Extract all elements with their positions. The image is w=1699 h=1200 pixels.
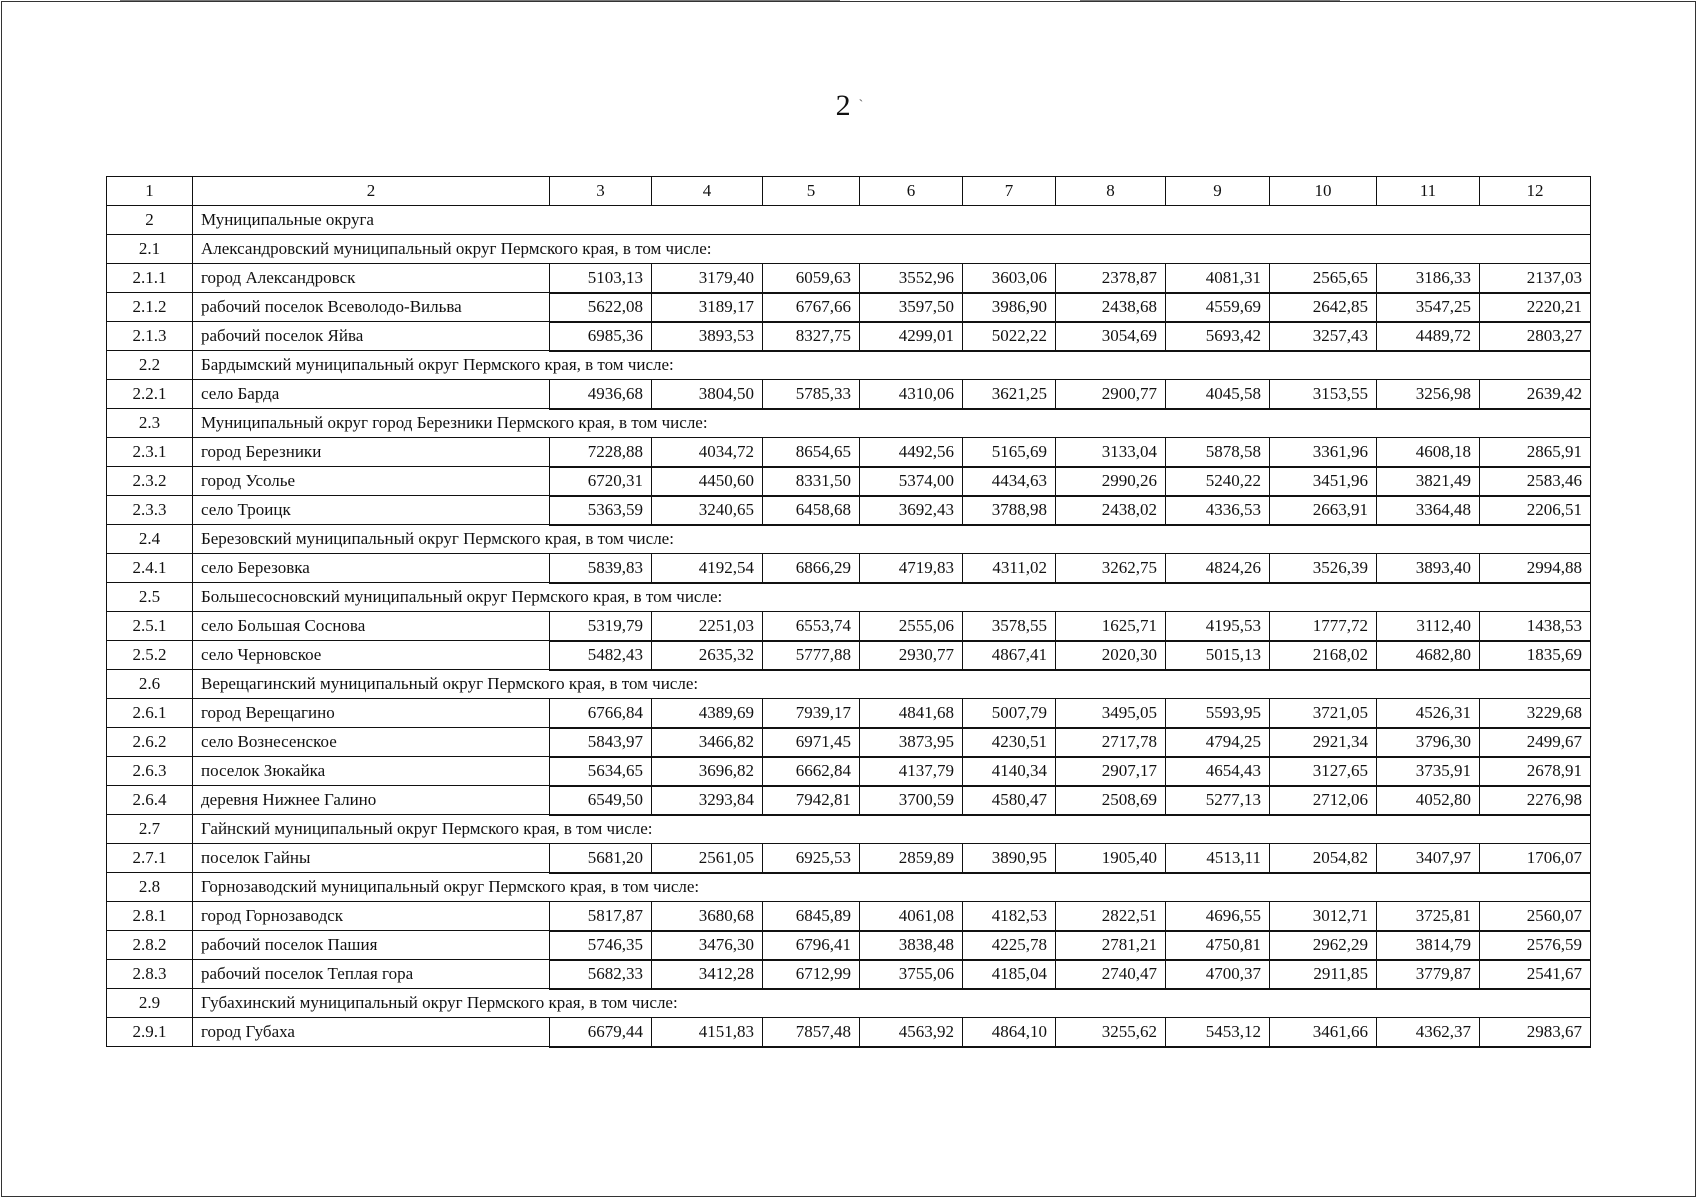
tariff-table [106, 176, 1591, 1048]
value-cell: 6712,99 [763, 960, 860, 989]
value-cell: 3495,05 [1056, 699, 1166, 728]
value-cell: 4794,25 [1166, 728, 1270, 757]
value-cell: 1777,72 [1270, 612, 1377, 641]
group-row [107, 351, 1591, 380]
value-cell: 4841,68 [860, 699, 963, 728]
row-number: 2.9 [107, 989, 193, 1018]
value-cell: 3893,40 [1377, 554, 1480, 583]
value-cell: 3293,84 [652, 786, 763, 815]
value-cell: 3578,55 [963, 612, 1056, 641]
value-cell: 2378,87 [1056, 264, 1166, 293]
value-cell: 4081,31 [1166, 264, 1270, 293]
row-number: 2.8.2 [107, 931, 193, 960]
value-cell: 2020,30 [1056, 641, 1166, 670]
value-cell: 2576,59 [1480, 931, 1591, 960]
value-cell: 5682,33 [550, 960, 652, 989]
settlement-name: рабочий поселок Яйва [193, 322, 550, 351]
value-cell: 3189,17 [652, 293, 763, 322]
value-cell: 5777,88 [763, 641, 860, 670]
settlement-name: город Верещагино [193, 699, 550, 728]
value-cell: 4434,63 [963, 467, 1056, 496]
settlement-name: город Александровск [193, 264, 550, 293]
value-cell: 5277,13 [1166, 786, 1270, 815]
value-cell: 2822,51 [1056, 902, 1166, 931]
value-cell: 4559,69 [1166, 293, 1270, 322]
row-number: 2.4.1 [107, 554, 193, 583]
value-cell: 4137,79 [860, 757, 963, 786]
group-title: Бардымский муниципальный округ Пермского края, в том числе: [193, 351, 1591, 380]
value-cell: 1625,71 [1056, 612, 1166, 641]
value-cell: 3255,62 [1056, 1018, 1166, 1047]
value-cell: 2994,88 [1480, 554, 1591, 583]
page-number [0, 86, 1699, 126]
settlement-name: город Березники [193, 438, 550, 467]
value-cell: 2921,34 [1270, 728, 1377, 757]
group-title: Муниципальные округа [193, 206, 1591, 235]
value-cell: 6059,63 [763, 264, 860, 293]
value-cell: 7939,17 [763, 699, 860, 728]
value-cell: 6925,53 [763, 844, 860, 873]
row-number: 2.8.1 [107, 902, 193, 931]
value-cell: 5453,12 [1166, 1018, 1270, 1047]
value-cell: 6766,84 [550, 699, 652, 728]
value-cell: 5746,35 [550, 931, 652, 960]
value-cell: 5482,43 [550, 641, 652, 670]
value-cell: 2220,21 [1480, 293, 1591, 322]
value-cell: 4192,54 [652, 554, 763, 583]
value-cell: 6549,50 [550, 786, 652, 815]
value-cell: 4061,08 [860, 902, 963, 931]
row-number: 2.8 [107, 873, 193, 902]
value-cell: 6720,31 [550, 467, 652, 496]
value-cell: 5374,00 [860, 467, 963, 496]
row-number: 2.7 [107, 815, 193, 844]
value-cell: 4045,58 [1166, 380, 1270, 409]
value-cell: 5839,83 [550, 554, 652, 583]
value-cell: 3890,95 [963, 844, 1056, 873]
value-cell: 3700,59 [860, 786, 963, 815]
value-cell: 2803,27 [1480, 322, 1591, 351]
value-cell: 3804,50 [652, 380, 763, 409]
value-cell: 1835,69 [1480, 641, 1591, 670]
value-cell: 2678,91 [1480, 757, 1591, 786]
settlement-name: рабочий поселок Пашия [193, 931, 550, 960]
header-cell: 11 [1377, 177, 1480, 206]
settlement-name: город Усолье [193, 467, 550, 496]
value-cell: 2990,26 [1056, 467, 1166, 496]
value-cell: 2781,21 [1056, 931, 1166, 960]
value-cell: 3054,69 [1056, 322, 1166, 351]
row-number: 2.6 [107, 670, 193, 699]
settlement-name: село Троицк [193, 496, 550, 525]
value-cell: 5103,13 [550, 264, 652, 293]
header-cell: 12 [1480, 177, 1591, 206]
value-cell: 7857,48 [763, 1018, 860, 1047]
value-cell: 3873,95 [860, 728, 963, 757]
value-cell: 3603,06 [963, 264, 1056, 293]
value-cell: 2560,07 [1480, 902, 1591, 931]
value-cell: 4654,43 [1166, 757, 1270, 786]
value-cell: 3755,06 [860, 960, 963, 989]
value-cell: 4719,83 [860, 554, 963, 583]
value-cell: 4867,41 [963, 641, 1056, 670]
value-cell: 7942,81 [763, 786, 860, 815]
value-cell: 4696,55 [1166, 902, 1270, 931]
value-cell: 4492,56 [860, 438, 963, 467]
table-row [107, 902, 1591, 931]
value-cell: 4034,72 [652, 438, 763, 467]
group-title: Гайнский муниципальный округ Пермского края, в том числе: [193, 815, 1591, 844]
table-row [107, 844, 1591, 873]
value-cell: 4750,81 [1166, 931, 1270, 960]
value-cell: 4311,02 [963, 554, 1056, 583]
row-number: 2.2 [107, 351, 193, 380]
value-cell: 6971,45 [763, 728, 860, 757]
value-cell: 2508,69 [1056, 786, 1166, 815]
header-cell: 4 [652, 177, 763, 206]
value-cell: 2663,91 [1270, 496, 1377, 525]
value-cell: 2635,32 [652, 641, 763, 670]
row-number: 2.6.2 [107, 728, 193, 757]
value-cell: 3779,87 [1377, 960, 1480, 989]
value-cell: 2137,03 [1480, 264, 1591, 293]
header-row [107, 177, 1591, 206]
value-cell: 5319,79 [550, 612, 652, 641]
value-cell: 5681,20 [550, 844, 652, 873]
value-cell: 5843,97 [550, 728, 652, 757]
value-cell: 4824,26 [1166, 554, 1270, 583]
value-cell: 3893,53 [652, 322, 763, 351]
settlement-name: село Большая Соснова [193, 612, 550, 641]
settlement-name: село Березовка [193, 554, 550, 583]
table-row [107, 467, 1591, 496]
table-row [107, 496, 1591, 525]
value-cell: 2911,85 [1270, 960, 1377, 989]
row-number: 2.5.2 [107, 641, 193, 670]
table-row [107, 757, 1591, 786]
row-number: 2.6.1 [107, 699, 193, 728]
table-row [107, 322, 1591, 351]
value-cell: 3361,96 [1270, 438, 1377, 467]
value-cell: 5817,87 [550, 902, 652, 931]
value-cell: 2499,67 [1480, 728, 1591, 757]
table-row [107, 264, 1591, 293]
value-cell: 3229,68 [1480, 699, 1591, 728]
settlement-name: село Вознесенское [193, 728, 550, 757]
value-cell: 4864,10 [963, 1018, 1056, 1047]
group-row [107, 873, 1591, 902]
value-cell: 3796,30 [1377, 728, 1480, 757]
value-cell: 5593,95 [1166, 699, 1270, 728]
value-cell: 3986,90 [963, 293, 1056, 322]
value-cell: 3680,68 [652, 902, 763, 931]
value-cell: 3240,65 [652, 496, 763, 525]
table-row [107, 438, 1591, 467]
value-cell: 3262,75 [1056, 554, 1166, 583]
header-cell: 2 [193, 177, 550, 206]
value-cell: 5693,42 [1166, 322, 1270, 351]
value-cell: 2639,42 [1480, 380, 1591, 409]
table-row [107, 1018, 1591, 1047]
row-number: 2.6.4 [107, 786, 193, 815]
table-body [107, 177, 1591, 1047]
value-cell: 3466,82 [652, 728, 763, 757]
settlement-name: поселок Зюкайка [193, 757, 550, 786]
row-number: 2.7.1 [107, 844, 193, 873]
table-row [107, 786, 1591, 815]
value-cell: 3547,25 [1377, 293, 1480, 322]
value-cell: 3597,50 [860, 293, 963, 322]
table-row [107, 931, 1591, 960]
group-row [107, 583, 1591, 612]
value-cell: 2206,51 [1480, 496, 1591, 525]
value-cell: 4563,92 [860, 1018, 963, 1047]
value-cell: 5015,13 [1166, 641, 1270, 670]
value-cell: 2907,17 [1056, 757, 1166, 786]
value-cell: 3407,97 [1377, 844, 1480, 873]
value-cell: 2717,78 [1056, 728, 1166, 757]
table-row [107, 612, 1591, 641]
row-number: 2.9.1 [107, 1018, 193, 1047]
value-cell: 4185,04 [963, 960, 1056, 989]
header-cell: 1 [107, 177, 193, 206]
value-cell: 3153,55 [1270, 380, 1377, 409]
table-row [107, 380, 1591, 409]
header-cell: 10 [1270, 177, 1377, 206]
table-row [107, 293, 1591, 322]
value-cell: 3526,39 [1270, 554, 1377, 583]
group-title: Муниципальный округ город Березники Пермского края, в том числе: [193, 409, 1591, 438]
value-cell: 2583,46 [1480, 467, 1591, 496]
value-cell: 8327,75 [763, 322, 860, 351]
value-cell: 2438,02 [1056, 496, 1166, 525]
value-cell: 3814,79 [1377, 931, 1480, 960]
value-cell: 5007,79 [963, 699, 1056, 728]
value-cell: 4580,47 [963, 786, 1056, 815]
value-cell: 3186,33 [1377, 264, 1480, 293]
value-cell: 2900,77 [1056, 380, 1166, 409]
value-cell: 8331,50 [763, 467, 860, 496]
value-cell: 5165,69 [963, 438, 1056, 467]
row-number: 2.6.3 [107, 757, 193, 786]
value-cell: 4489,72 [1377, 322, 1480, 351]
value-cell: 3133,04 [1056, 438, 1166, 467]
top-divider-right [1080, 0, 1340, 1]
value-cell: 2054,82 [1270, 844, 1377, 873]
header-cell: 7 [963, 177, 1056, 206]
value-cell: 3725,81 [1377, 902, 1480, 931]
value-cell: 5785,33 [763, 380, 860, 409]
row-number: 2.2.1 [107, 380, 193, 409]
value-cell: 3012,71 [1270, 902, 1377, 931]
group-row [107, 409, 1591, 438]
value-cell: 1706,07 [1480, 844, 1591, 873]
value-cell: 6985,36 [550, 322, 652, 351]
value-cell: 3127,65 [1270, 757, 1377, 786]
settlement-name: город Губаха [193, 1018, 550, 1047]
row-number: 2.3 [107, 409, 193, 438]
group-title: Александровский муниципальный округ Пермского края, в том числе: [193, 235, 1591, 264]
header-cell: 3 [550, 177, 652, 206]
value-cell: 3621,25 [963, 380, 1056, 409]
value-cell: 2865,91 [1480, 438, 1591, 467]
settlement-name: село Барда [193, 380, 550, 409]
value-cell: 3788,98 [963, 496, 1056, 525]
settlement-name: деревня Нижнее Галино [193, 786, 550, 815]
value-cell: 3179,40 [652, 264, 763, 293]
value-cell: 4682,80 [1377, 641, 1480, 670]
value-cell: 4389,69 [652, 699, 763, 728]
group-row [107, 525, 1591, 554]
value-cell: 3461,66 [1270, 1018, 1377, 1047]
row-number: 2.1.1 [107, 264, 193, 293]
value-cell: 2276,98 [1480, 786, 1591, 815]
value-cell: 4299,01 [860, 322, 963, 351]
row-number: 2.1.2 [107, 293, 193, 322]
value-cell: 5022,22 [963, 322, 1056, 351]
value-cell: 4151,83 [652, 1018, 763, 1047]
value-cell: 2541,67 [1480, 960, 1591, 989]
value-cell: 7228,88 [550, 438, 652, 467]
settlement-name: рабочий поселок Всеволодо-Вильва [193, 293, 550, 322]
value-cell: 4513,11 [1166, 844, 1270, 873]
value-cell: 2251,03 [652, 612, 763, 641]
table-row [107, 728, 1591, 757]
group-title: Верещагинский муниципальный округ Пермского края, в том числе: [193, 670, 1591, 699]
value-cell: 4140,34 [963, 757, 1056, 786]
table-row [107, 554, 1591, 583]
value-cell: 3451,96 [1270, 467, 1377, 496]
value-cell: 5622,08 [550, 293, 652, 322]
group-title: Березовский муниципальный округ Пермского края, в том числе: [193, 525, 1591, 554]
value-cell: 4310,06 [860, 380, 963, 409]
row-number: 2 [107, 206, 193, 235]
value-cell: 3364,48 [1377, 496, 1480, 525]
value-cell: 5634,65 [550, 757, 652, 786]
value-cell: 3256,98 [1377, 380, 1480, 409]
value-cell: 6845,89 [763, 902, 860, 931]
value-cell: 6662,84 [763, 757, 860, 786]
table-row [107, 699, 1591, 728]
row-number: 2.3.3 [107, 496, 193, 525]
row-number: 2.1 [107, 235, 193, 264]
row-number: 2.3.1 [107, 438, 193, 467]
value-cell: 4450,60 [652, 467, 763, 496]
value-cell: 3552,96 [860, 264, 963, 293]
value-cell: 4936,68 [550, 380, 652, 409]
group-row [107, 206, 1591, 235]
header-cell: 6 [860, 177, 963, 206]
value-cell: 1905,40 [1056, 844, 1166, 873]
stray-mark: ` [858, 98, 864, 113]
settlement-name: рабочий поселок Теплая гора [193, 960, 550, 989]
value-cell: 6796,41 [763, 931, 860, 960]
page-number-text: 2 [835, 89, 851, 122]
value-cell: 5240,22 [1166, 467, 1270, 496]
value-cell: 2565,65 [1270, 264, 1377, 293]
value-cell: 2168,02 [1270, 641, 1377, 670]
value-cell: 2555,06 [860, 612, 963, 641]
row-number: 2.5.1 [107, 612, 193, 641]
value-cell: 3721,05 [1270, 699, 1377, 728]
row-number: 2.3.2 [107, 467, 193, 496]
value-cell: 4182,53 [963, 902, 1056, 931]
value-cell: 4230,51 [963, 728, 1056, 757]
value-cell: 3821,49 [1377, 467, 1480, 496]
settlement-name: поселок Гайны [193, 844, 550, 873]
value-cell: 3696,82 [652, 757, 763, 786]
value-cell: 6553,74 [763, 612, 860, 641]
value-cell: 2983,67 [1480, 1018, 1591, 1047]
value-cell: 4225,78 [963, 931, 1056, 960]
value-cell: 3412,28 [652, 960, 763, 989]
group-title: Большесосновский муниципальный округ Пермского края, в том числе: [193, 583, 1591, 612]
group-row [107, 235, 1591, 264]
value-cell: 2642,85 [1270, 293, 1377, 322]
value-cell: 2740,47 [1056, 960, 1166, 989]
settlement-name: село Черновское [193, 641, 550, 670]
row-number: 2.1.3 [107, 322, 193, 351]
value-cell: 1438,53 [1480, 612, 1591, 641]
value-cell: 2438,68 [1056, 293, 1166, 322]
table-row [107, 641, 1591, 670]
group-row [107, 815, 1591, 844]
row-number: 2.5 [107, 583, 193, 612]
value-cell: 6767,66 [763, 293, 860, 322]
group-row [107, 989, 1591, 1018]
value-cell: 3257,43 [1270, 322, 1377, 351]
group-title: Губахинский муниципальный округ Пермского края, в том числе: [193, 989, 1591, 1018]
value-cell: 2962,29 [1270, 931, 1377, 960]
value-cell: 4362,37 [1377, 1018, 1480, 1047]
value-cell: 2712,06 [1270, 786, 1377, 815]
table-row [107, 960, 1591, 989]
value-cell: 4526,31 [1377, 699, 1480, 728]
value-cell: 3735,91 [1377, 757, 1480, 786]
value-cell: 4052,80 [1377, 786, 1480, 815]
value-cell: 4700,37 [1166, 960, 1270, 989]
row-number: 2.4 [107, 525, 193, 554]
settlement-name: город Горнозаводск [193, 902, 550, 931]
value-cell: 6679,44 [550, 1018, 652, 1047]
value-cell: 3838,48 [860, 931, 963, 960]
header-cell: 9 [1166, 177, 1270, 206]
value-cell: 4195,53 [1166, 612, 1270, 641]
group-row [107, 670, 1591, 699]
value-cell: 2561,05 [652, 844, 763, 873]
value-cell: 6866,29 [763, 554, 860, 583]
header-cell: 5 [763, 177, 860, 206]
value-cell: 3692,43 [860, 496, 963, 525]
value-cell: 5878,58 [1166, 438, 1270, 467]
value-cell: 5363,59 [550, 496, 652, 525]
value-cell: 8654,65 [763, 438, 860, 467]
value-cell: 4336,53 [1166, 496, 1270, 525]
row-number: 2.8.3 [107, 960, 193, 989]
top-divider-left [120, 0, 840, 1]
value-cell: 3112,40 [1377, 612, 1480, 641]
value-cell: 3476,30 [652, 931, 763, 960]
value-cell: 4608,18 [1377, 438, 1480, 467]
group-title: Горнозаводский муниципальный округ Пермского края, в том числе: [193, 873, 1591, 902]
value-cell: 2930,77 [860, 641, 963, 670]
value-cell: 6458,68 [763, 496, 860, 525]
header-cell: 8 [1056, 177, 1166, 206]
value-cell: 2859,89 [860, 844, 963, 873]
